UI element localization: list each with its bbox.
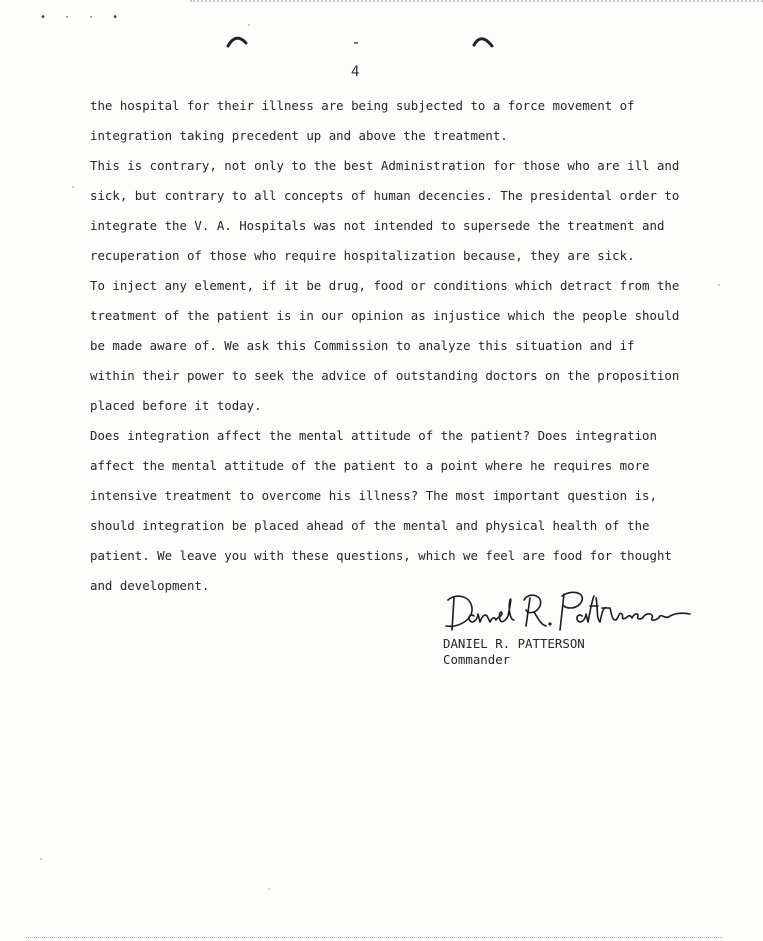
- signature-block: [443, 636, 585, 668]
- signer-name: DANIEL R. PATTERSON: [443, 636, 585, 651]
- text-line: be made aware of. We ask this Commission to analyze this situation and if: [90, 338, 635, 353]
- scan-edge-top: [190, 0, 763, 4]
- scan-speck: [40, 858, 42, 860]
- text-line: the hospital for their illness are being subjected to a force movement of: [90, 98, 635, 113]
- punch-hole-mark-right: [472, 34, 492, 54]
- text-line: Does integration affect the mental attitude of the patient? Does integration: [90, 428, 657, 443]
- text-line: affect the mental attitude of the patient to a point where he requires more: [90, 458, 650, 473]
- text-line: recuperation of those who require hospitalization because, they are sick.: [90, 248, 635, 263]
- text-line: treatment of the patient is in our opinion as injustice which the people should: [90, 308, 680, 323]
- text-line: integration taking precedent up and above the treatment.: [90, 128, 508, 143]
- punch-hole-mark-left: [226, 34, 246, 54]
- text-line: within their power to seek the advice of outstanding doctors on the proposition: [90, 368, 680, 383]
- text-line: To inject any element, if it be drug, food or conditions which detract from the: [90, 278, 680, 293]
- scan-speck: [268, 888, 270, 890]
- text-line: should integration be placed ahead of the mental and physical health of the: [90, 518, 650, 533]
- text-line: intensive treatment to overcome his illness? The most important question is,: [90, 488, 657, 503]
- page-number: 4: [351, 64, 360, 80]
- scan-dash-mark: [354, 42, 358, 44]
- text-line: sick, but contrary to all concepts of human decencies. The presidental order to: [90, 188, 680, 203]
- text-line: and development.: [90, 578, 210, 593]
- text-line: This is contrary, not only to the best Administration for those who are ill and: [90, 158, 680, 173]
- letter-body: [90, 96, 710, 606]
- scan-corner-marks: • · · •: [40, 12, 125, 23]
- signer-title: Commander: [443, 652, 511, 667]
- text-line: patient. We leave you with these questions, which we feel are food for thought: [90, 548, 672, 563]
- scan-speck: [72, 186, 74, 188]
- text-line: integrate the V. A. Hospitals was not intended to supersede the treatment and: [90, 218, 665, 233]
- text-line: placed before it today.: [90, 398, 262, 413]
- scan-speck: [718, 284, 720, 286]
- scan-edge-bottom: [26, 937, 723, 938]
- scan-speck: [248, 24, 250, 26]
- handwritten-signature: [440, 586, 700, 636]
